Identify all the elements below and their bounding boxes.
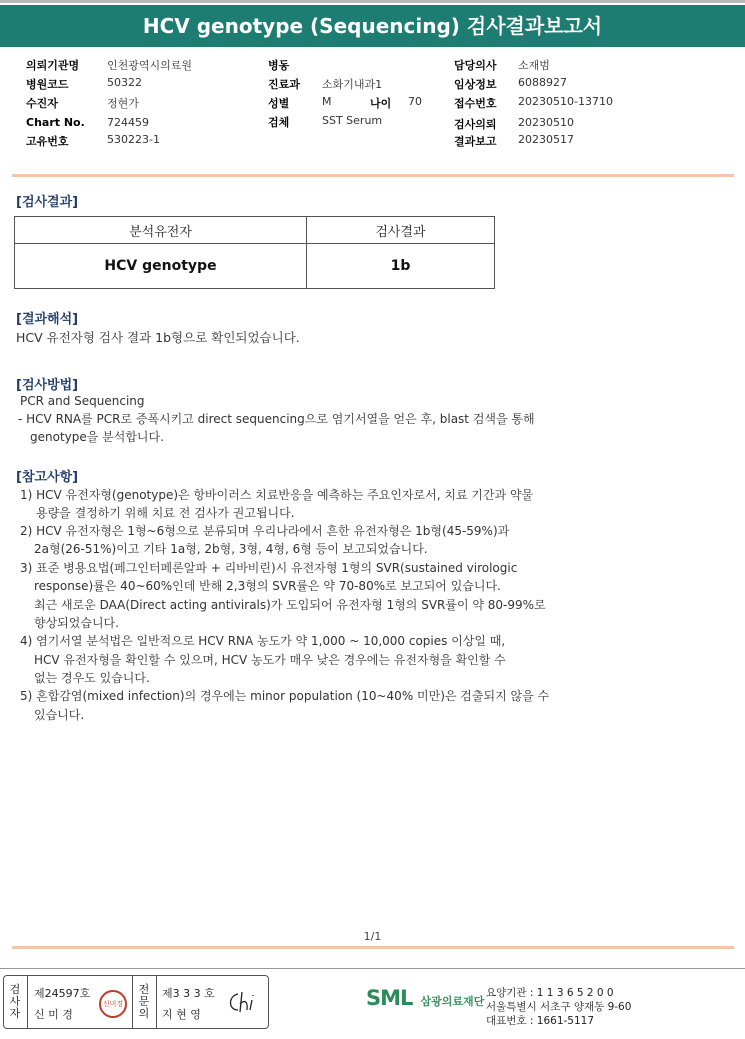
info-value-chart-no: 724459	[107, 116, 149, 129]
address: 서울특별시 서초구 양재동 9-60	[486, 1001, 632, 1013]
reference-line: 2a형(26-51%)이고 기타 1a형, 2b형, 3형, 4형, 6형 등이 보고되었습니다.	[34, 542, 428, 556]
reference-line: response)률은 40~60%인데 반해 2,3형의 SVR률은 약 70-80%로 보고되어 있습니다.	[34, 579, 501, 593]
reference-line: 최근 새로운 DAA(Direct acting antivirals)가 도입되어 유전자형 1형의 SVR률이 약 80-99%로	[34, 598, 546, 612]
specialist-name: 지 현 영	[162, 1008, 201, 1021]
reference-line: 4) 염기서열 분석법은 일반적으로 HCV RNA 농도가 약 1,000 ~ 10,000 copies 이상일 때,	[20, 634, 506, 648]
info-label-specimen: 검체	[268, 116, 290, 129]
reference-line: 5) 혼합감염(mixed infection)의 경우에는 minor population (10~40% 미만)은 검출되지 않을 수	[20, 689, 550, 703]
reference-line: 용량을 결정하기 위해 치료 전 검사가 권고됩니다.	[36, 506, 295, 520]
info-value-report-date: 20230517	[518, 133, 574, 146]
result-table	[14, 216, 495, 289]
info-label-patient: 수진자	[26, 97, 58, 110]
examiner-license-no: 제24597호	[34, 987, 91, 1000]
specialist-label: 전 문 의	[138, 983, 150, 1020]
info-value-unique-no: 530223-1	[107, 133, 160, 146]
section-title-reference: [참고사항]	[16, 470, 79, 485]
method-line: genotype을 분석합니다.	[30, 430, 164, 444]
reference-line: HCV 유전자형을 확인할 수 있으며, HCV 농도가 매우 낮은 경우에는 유전자형을 확인할 수	[34, 653, 506, 667]
result-value: 1b	[307, 244, 495, 289]
info-value-clinical: 6088927	[518, 76, 567, 89]
result-header-gene: 분석유전자	[15, 217, 307, 244]
info-label-department: 진료과	[268, 78, 300, 91]
reference-line: 없는 경우도 있습니다.	[34, 671, 150, 685]
footer-line	[0, 968, 745, 969]
section-title-interpretation: [결과해석]	[16, 312, 79, 327]
interpretation-text: HCV 유전자형 검사 결과 1b형으로 확인되었습니다.	[16, 330, 300, 345]
reference-line: 3) 표준 병용요법(페그인터페론알파 + 리바비린)시 유전자형 1형의 SVR(sustained virologic	[20, 561, 518, 575]
info-label-sex: 성별	[268, 97, 290, 110]
info-label-unique-no: 고유번호	[26, 135, 69, 148]
section-title-result: [검사결과]	[16, 195, 79, 210]
care-institution-code: 요양기관 : 1 1 3 6 5 2 0 0	[486, 987, 614, 999]
reference-line: 1) HCV 유전자형(genotype)은 항바이러스 치료반응을 예측하는 주요인자로서, 치료 기간과 약물	[20, 488, 534, 502]
info-label-doctor: 담당의사	[454, 59, 497, 72]
divider-bottom	[12, 946, 734, 949]
reference-line: 있습니다.	[34, 708, 85, 722]
result-gene: HCV genotype	[15, 244, 307, 289]
result-header-result: 검사결과	[307, 217, 495, 244]
page-number: 1/1	[363, 930, 382, 943]
phone: 대표번호 : 1661-5117	[486, 1015, 595, 1027]
method-line: - HCV RNA를 PCR로 증폭시키고 direct sequencing으로 염기서열을 얻은 후, blast 검색을 통해	[18, 412, 535, 426]
info-value-sex: M	[322, 95, 332, 108]
info-value-institution: 인천광역시의료원	[107, 59, 193, 72]
info-label-request-date: 검사의뢰	[454, 118, 497, 131]
report-title: HCV genotype (Sequencing) 검사결과보고서	[0, 5, 745, 47]
info-label-report-date: 결과보고	[454, 135, 497, 148]
info-value-request-date: 20230510	[518, 116, 574, 129]
info-value-doctor: 소재범	[518, 59, 550, 72]
info-value-department: 소화기내과1	[322, 78, 383, 91]
method-line: PCR and Sequencing	[20, 394, 145, 408]
reference-line: 2) HCV 유전자형은 1형~6형으로 분류되며 우리나라에서 흔한 유전자형은 1b형(45-59%)과	[20, 524, 510, 538]
info-label-receipt-no: 접수번호	[454, 97, 497, 110]
info-label-ward: 병동	[268, 59, 290, 72]
examiner-seal: 신미경	[99, 990, 127, 1018]
info-value-age: 70	[408, 95, 422, 108]
info-label-hospital-code: 병원코드	[26, 78, 69, 91]
info-label-chart-no: Chart No.	[26, 116, 85, 129]
signature-icon	[224, 988, 262, 1016]
info-value-receipt-no: 20230510-13710	[518, 95, 613, 108]
specialist-license-no: 제3 3 3 호	[162, 987, 215, 1000]
section-title-method: [검사방법]	[16, 378, 79, 393]
info-label-age: 나이	[370, 97, 392, 110]
signature-box	[3, 975, 269, 1029]
info-value-specimen: SST Serum	[322, 114, 383, 127]
examiner-name: 신 미 경	[34, 1008, 73, 1021]
divider-top	[12, 174, 734, 177]
info-label-clinical: 임상정보	[454, 78, 497, 91]
reference-line: 향상되었습니다.	[34, 616, 119, 630]
sml-logo: SML 삼광의료재단	[366, 986, 485, 1010]
examiner-label: 검 사 자	[9, 983, 21, 1020]
top-border-line	[0, 0, 745, 3]
info-label-institution: 의뢰기관명	[26, 59, 80, 72]
info-value-hospital-code: 50322	[107, 76, 142, 89]
info-value-patient: 정현가	[107, 97, 139, 110]
